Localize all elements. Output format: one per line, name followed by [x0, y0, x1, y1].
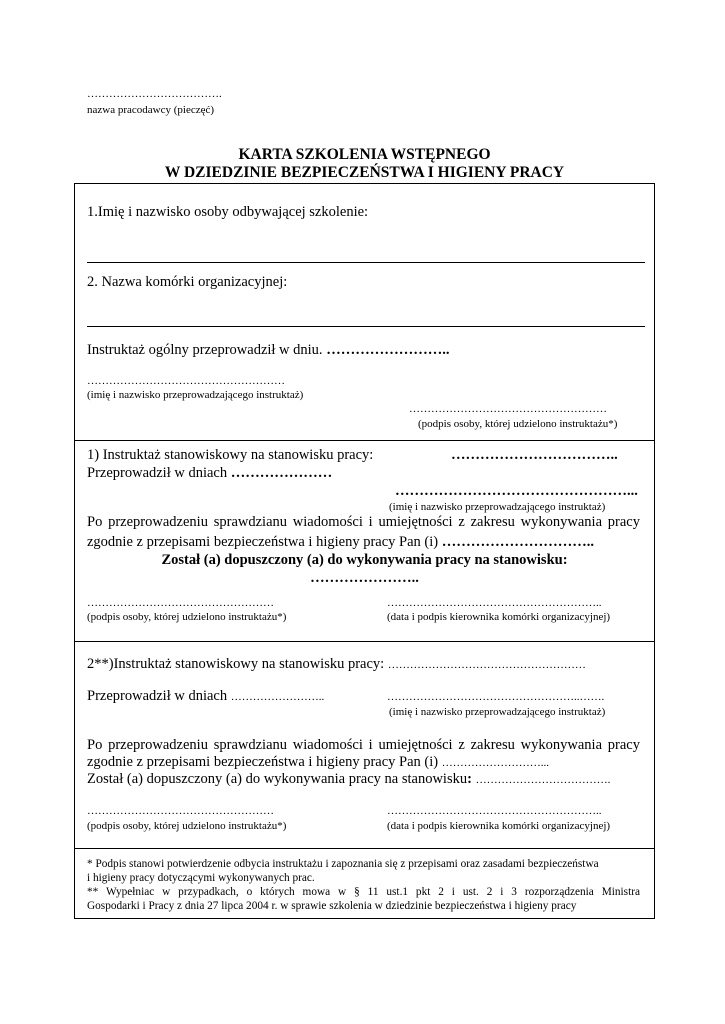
employer-dots: ………………………………. — [87, 88, 222, 100]
general-training-date-field[interactable]: …………………….. — [326, 342, 450, 358]
workstation-1-manager-signature-label: (data i podpis kierownika komórki organizacyjnej) — [387, 611, 611, 623]
workstation-1-manager-signature-field[interactable]: ………………………………………………….. — [387, 597, 602, 609]
workstation-1-admitted-field[interactable]: ………………….. — [310, 570, 419, 586]
general-training-text: Instruktaż ogólny przeprowadził w dniu. — [87, 342, 323, 358]
workstation-1-paragraph-line1: Po przeprowadzeniu sprawdzianu wiadomości i umiejętności z zakresu wykonywania pracy — [87, 514, 640, 530]
workstation-2-paragraph-text: zgodnie z przepisami bezpieczeństwa i higieny pracy Pan (i) — [87, 754, 439, 770]
footnote-1-line2: i higieny pracy dotyczącymi wykonywanych prac. — [87, 872, 315, 884]
page-title: KARTA SZKOLENIA WSTĘPNEGO — [238, 146, 491, 163]
general-trainee-signature-field[interactable]: ……………………………………………… — [409, 403, 607, 415]
workstation-2-dates-label: Przeprowadził w dniach — [87, 688, 228, 704]
workstation-2-paragraph-line3 — [87, 771, 610, 788]
workstation-2-admitted-field[interactable]: ………………………………. — [475, 774, 611, 786]
workstation-2-instructor-label: (imię i nazwisko przeprowadzającego instruktaż) — [389, 706, 606, 718]
general-instructor-field[interactable]: ……………………………………………… — [87, 375, 285, 387]
page-subtitle: W DZIEDZINIE BEZPIECZEŃSTWA I HIGIENY PRACY — [164, 164, 565, 181]
workstation-1-dates-field[interactable]: ………………… — [230, 465, 333, 481]
workstation-2-manager-signature-label: (data i podpis kierownika komórki organizacyjnej) — [387, 820, 611, 832]
workstation-1-trainee-field[interactable]: ………………………….. — [441, 534, 594, 550]
workstation-2-dates-line — [87, 688, 324, 705]
section-divider-1 — [74, 440, 655, 441]
section-divider-3 — [74, 848, 655, 849]
workstation-2-paragraph-line2 — [87, 754, 549, 771]
workstation-2-admitted-colon: : — [467, 771, 472, 787]
general-instructor-label: (imię i nazwisko przeprowadzającego instruktaż) — [87, 389, 304, 401]
workstation-1-dates-line — [87, 465, 332, 482]
workstation-1-dates-label: Przeprowadził w dniach — [87, 465, 228, 481]
workstation-2-field[interactable]: ……………………………………………… — [387, 659, 586, 671]
workstation-2-admitted-text: Został (a) dopuszczony (a) do wykonywania pracy na stanowisku — [87, 771, 468, 787]
footnote-2-line1: ** Wypełniac w przypadkach, o których mowa w § 11 ust.1 pkt 2 i ust. 2 i 3 rozporządzenia Ministra — [87, 886, 640, 898]
workstation-1-trainee-signature-field[interactable]: …………………………………………… — [87, 597, 274, 609]
unit-name-field[interactable] — [87, 326, 645, 327]
workstation-2-manager-signature-field[interactable]: ………………………………………………….. — [387, 805, 602, 817]
general-trainee-signature-label: (podpis osoby, której udzielono instruktażu*) — [418, 418, 618, 430]
trainee-name-label: 1.Imię i nazwisko osoby odbywającej szkolenie: — [87, 204, 369, 220]
workstation-2-trainee-field[interactable]: ………………………... — [441, 757, 549, 769]
workstation-training-2-label: 2**)Instruktaż stanowiskowy na stanowisku pracy: — [87, 656, 385, 672]
workstation-1-field[interactable]: …………………………….. — [451, 447, 618, 463]
workstation-2-paragraph-line1: Po przeprowadzeniu sprawdzianu wiadomości i umiejętności z zakresu wykonywania pracy — [87, 737, 640, 753]
workstation-1-trainee-signature-label: (podpis osoby, której udzielono instruktażu*) — [87, 611, 287, 623]
workstation-1-admitted-text: Został (a) dopuszczony (a) do wykonywania pracy na stanowisku: — [161, 552, 568, 568]
workstation-1-paragraph-line2 — [87, 534, 594, 551]
section-divider-2 — [74, 641, 655, 642]
workstation-training-2-line — [87, 656, 586, 673]
workstation-2-dates-field[interactable]: …………………….. — [230, 691, 325, 703]
workstation-1-instructor-label: (imię i nazwisko przeprowadzającego instruktaż) — [389, 501, 606, 513]
general-training-line — [87, 342, 449, 359]
footnote-2-line2: Gospodarki i Pracy z dnia 27 lipca 2004 r. w sprawie szkolenia w dziedzinie bezpieczeństwa i higieny pracy — [87, 900, 577, 912]
footnote-1-line1: * Podpis stanowi potwierdzenie odbycia instruktażu i zapoznania się z przepisami oraz zasadami bezpieczeństwa — [87, 858, 599, 870]
workstation-1-instructor-field[interactable]: …………………………………………... — [395, 483, 638, 499]
workstation-1-paragraph-text: zgodnie z przepisami bezpieczeństwa i higieny pracy Pan (i) — [87, 534, 439, 550]
workstation-2-instructor-field[interactable]: ……………………………………………..……. — [387, 691, 605, 703]
workstation-2-trainee-signature-label: (podpis osoby, której udzielono instruktażu*) — [87, 820, 287, 832]
workstation-training-1-label: 1) Instruktaż stanowiskowy na stanowisku pracy: — [87, 447, 374, 463]
trainee-name-field[interactable] — [87, 262, 645, 263]
workstation-2-trainee-signature-field[interactable]: …………………………………………… — [87, 805, 274, 817]
employer-label: nazwa pracodawcy (pieczęć) — [87, 104, 215, 116]
unit-name-label: 2. Nazwa komórki organizacyjnej: — [87, 274, 288, 290]
